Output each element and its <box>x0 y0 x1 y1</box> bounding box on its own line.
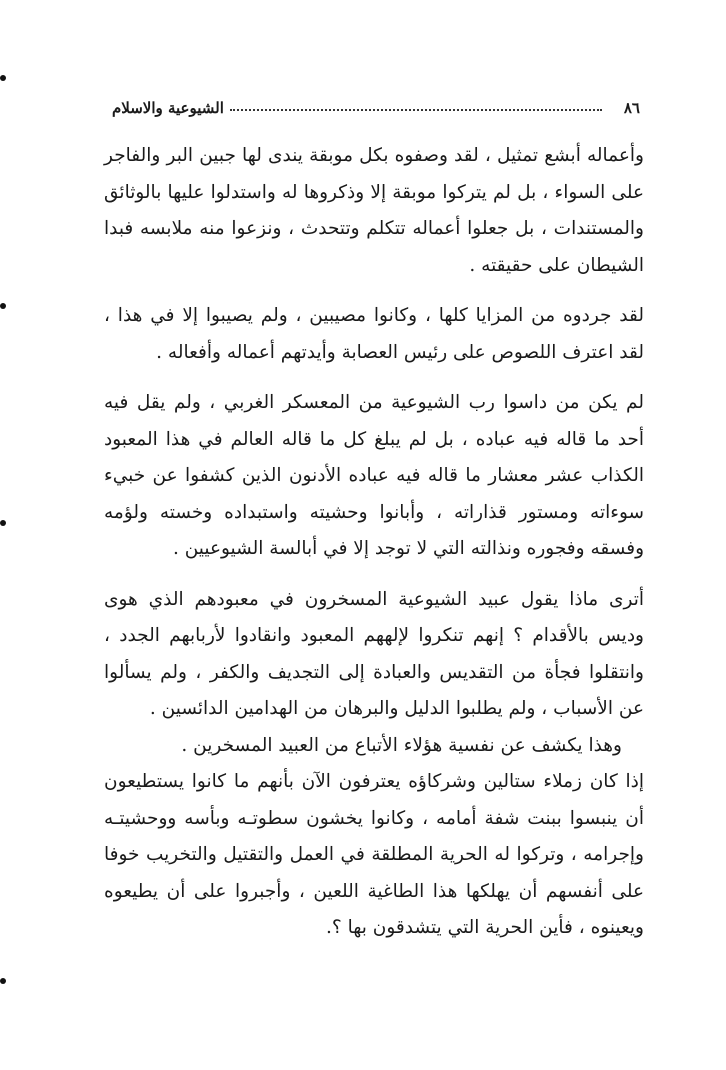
page-number: ٨٦ <box>623 99 640 117</box>
margin-mark <box>0 520 6 526</box>
margin-mark <box>0 303 6 309</box>
paragraph: وأعماله أبشع تمثيل ، لقد وصفوه بكل موبقة يندى لها جبين البر والفاجر على السواء ، بل لم يتركوا موبقة إلا وذكروها له واستدلوا عليها بالوثائق والمستندات ، بل جعلوا أعماله تتكلم وتتحدث ، ونزعوا منه ملابسه فبدا الشيطان على حقيقته . <box>104 145 644 276</box>
header-dotted-leader <box>230 109 602 111</box>
paragraph: أترى ماذا يقول عبيد الشيوعية المسخرون في معبودهم الذي هوى وديس بالأقدام ؟ إنهم تنكروا لإلههم المعبود وانقادوا لأربابهم الجدد ، وانتقلوا فجأة من التقديس والعبادة إلى التجديف والكفر ، ولم يسألوا عن الأسباب ، ولم يطلبوا الدليل والبرهان من الهدامين الدائسين . <box>104 588 644 719</box>
paragraph: لم يكن من داسوا رب الشيوعية من المعسكر الغربي ، ولم يقل فيه أحد ما قاله فيه عباده ، بل لم يبلغ كل ما قاله العالم في هذا المعبود الكذاب عشر معشار ما قاله فيه عباده الأدنون الذين كشفوا عن خبيء سوءاته ومستور قذاراته ، وأبانوا وحشيته واستبداده وخسته ولؤمه وفسقه وفجوره ونذالته التي لا توجد إلا في أبالسة الشيوعيين . <box>104 392 644 559</box>
paragraph: وهذا يكشف عن نفسية هؤلاء الأتباع من العبيد المسخرين . <box>181 734 622 756</box>
running-title: الشيوعية والاسلام <box>112 99 224 117</box>
paragraph: لقد جردوه من المزايا كلها ، وكانوا مصيبين ، ولم يصيبوا إلا في هذا ، لقد اعترف اللصوص على رئيس العصابة وأيدتهم أعماله وأفعاله . <box>104 305 644 363</box>
paragraph: إذا كان زملاء ستالين وشركاؤه يعترفون الآن بأنهم ما كانوا يستطيعون أن ينبسوا ببنت شفة أمامه ، وكانوا يخشون سطوتـه وبأسه ووحشيتـه وإجرامه ، وتركوا له الحرية المطلقة في العمل والتقتيل والتخريب خوفا على أنفسهم أن يهلكها هذا الطاغية اللعين ، وأجبروا على أن يطيعوه ويعينوه ، فأين الحرية التي يتشدقون بها ؟. <box>104 771 644 938</box>
page-body <box>104 138 644 947</box>
page-header <box>112 96 640 120</box>
margin-mark <box>0 978 6 984</box>
margin-mark <box>0 75 6 81</box>
